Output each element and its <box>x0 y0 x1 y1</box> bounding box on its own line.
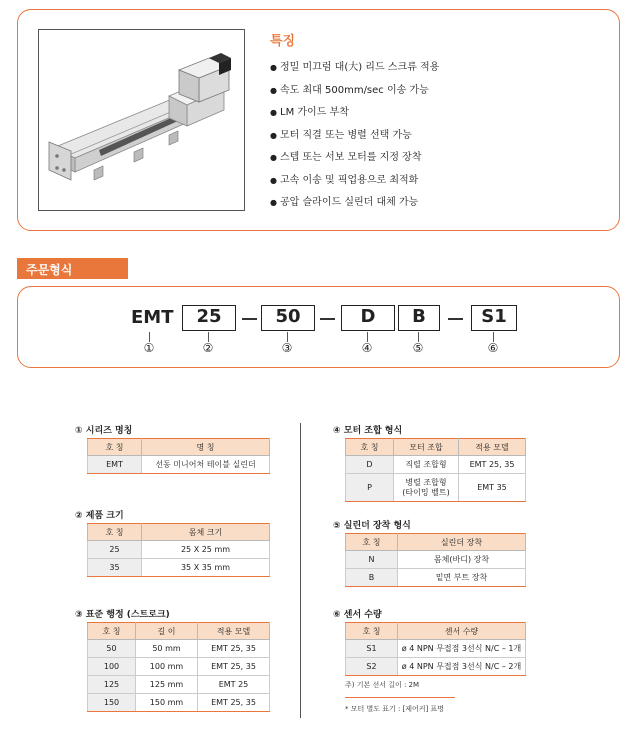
bullet-icon: ● <box>270 175 277 185</box>
size-title: ② 제품 크기 <box>75 511 124 521</box>
feature-item: ● 정밀 미끄럼 대(大) 리드 스크류 적용 <box>270 57 600 80</box>
bullet-icon: ● <box>270 198 277 207</box>
series-table <box>87 438 270 474</box>
table-row: D 직렬 조합형 EMT 25, 35 <box>346 456 526 474</box>
header-cell: 실린더 장착 <box>398 534 526 551</box>
feature-item: ● 공압 슬라이드 실린더 대체 가능 <box>270 192 600 215</box>
order-format-panel <box>17 286 620 368</box>
bullet-icon: ● <box>270 63 277 72</box>
feature-item: ● 속도 최대 500mm/sec 이송 가능 <box>270 80 600 103</box>
column-divider <box>300 423 301 718</box>
product-image <box>39 30 244 210</box>
order-number-6: ⑥ <box>487 341 499 355</box>
table-row: 125 125 mm EMT 25 <box>88 676 270 694</box>
order-number-5: ⑤ <box>412 341 424 355</box>
feature-item: ● 모터 직결 또는 병렬 선택 가능 <box>270 125 600 148</box>
header-cell: 호 칭 <box>88 524 142 541</box>
sensor-note: 주) 기본 선서 길이 : 2M <box>345 681 420 689</box>
bullet-icon: ● <box>270 108 277 117</box>
motor-title: ④ 모터 조합 형식 <box>333 426 403 436</box>
mount-title: ⑤ 실린더 장착 형식 <box>333 521 411 531</box>
table-row: P 병렬 조합형 (타이밍 벨트) EMT 35 <box>346 474 526 502</box>
bullet-icon: ● <box>270 130 277 140</box>
order-number-1: ① <box>143 341 155 355</box>
table-row: EMT 선동 미니어처 테이블 실린더 <box>88 456 270 474</box>
footnote-rule <box>345 697 455 698</box>
bullet-icon: ● <box>270 85 277 95</box>
order-number-3: ③ <box>281 341 293 355</box>
features-title: 특징 <box>270 34 296 49</box>
table-row: 100 100 mm EMT 25, 35 <box>88 658 270 676</box>
stroke-title: ③ 표준 행정 (스트로크) <box>75 610 170 620</box>
header-cell: 몸체 크기 <box>142 524 270 541</box>
dash <box>320 318 335 320</box>
header-cell: 센서 수량 <box>398 623 526 640</box>
order-number-4: ④ <box>361 341 373 355</box>
header-cell: 호 칭 <box>346 534 398 551</box>
bullet-icon: ● <box>270 153 277 162</box>
order-code-sensor: S1 <box>471 305 517 331</box>
order-prefix: EMT <box>131 307 174 328</box>
header-cell: 호 칭 <box>88 623 136 640</box>
header-cell: 적용 모델 <box>198 623 270 640</box>
order-format-title: 주문형식 <box>17 258 128 279</box>
feature-item: ● 스텝 또는 서보 모터를 지정 장착 <box>270 147 600 170</box>
table-row: 25 25 X 25 mm <box>88 541 270 559</box>
product-image-frame <box>38 29 245 211</box>
header-cell: 호 칭 <box>346 623 398 640</box>
header-cell: 모터 조합 <box>394 439 459 456</box>
series-title: ① 시리즈 명칭 <box>75 426 133 436</box>
order-code-motor: D <box>341 305 395 331</box>
table-row: 35 35 X 35 mm <box>88 559 270 577</box>
sensor-table <box>345 622 526 676</box>
table-row: B 밑면 부트 장착 <box>346 569 526 587</box>
mount-table <box>345 533 526 587</box>
features-list <box>270 30 600 215</box>
feature-item: ● 고속 이송 및 픽업용으로 최적화 <box>270 170 600 193</box>
footnote: * 모터 별도 표기 : [제어커] 표명 <box>345 705 445 713</box>
stroke-table <box>87 622 270 712</box>
table-row: 50 50 mm EMT 25, 35 <box>88 640 270 658</box>
header-cell: 길 이 <box>136 623 198 640</box>
order-code-stroke: 50 <box>261 305 315 331</box>
size-table <box>87 523 270 577</box>
table-row: S1 ø 4 NPN 무접점 3선식 N/C – 1개 <box>346 640 526 658</box>
order-number-2: ② <box>202 341 214 355</box>
header-cell: 호 칭 <box>346 439 394 456</box>
dash <box>448 318 463 320</box>
table-row: N 몸체(바디) 장착 <box>346 551 526 569</box>
feature-item: ● LM 가이드 부착 <box>270 102 600 125</box>
table-row: 150 150 mm EMT 25, 35 <box>88 694 270 712</box>
dash <box>242 318 257 320</box>
order-code-size: 25 <box>182 305 236 331</box>
header-cell: 호 칭 <box>88 439 142 456</box>
order-code-mount: B <box>398 305 440 331</box>
motor-table <box>345 438 526 502</box>
features-panel <box>17 9 620 231</box>
header-cell: 적용 모델 <box>459 439 526 456</box>
table-row: S2 ø 4 NPN 무접점 3선식 N/C – 2개 <box>346 658 526 676</box>
sensor-title: ⑥ 센서 수량 <box>333 610 382 620</box>
header-cell: 명 칭 <box>142 439 270 456</box>
